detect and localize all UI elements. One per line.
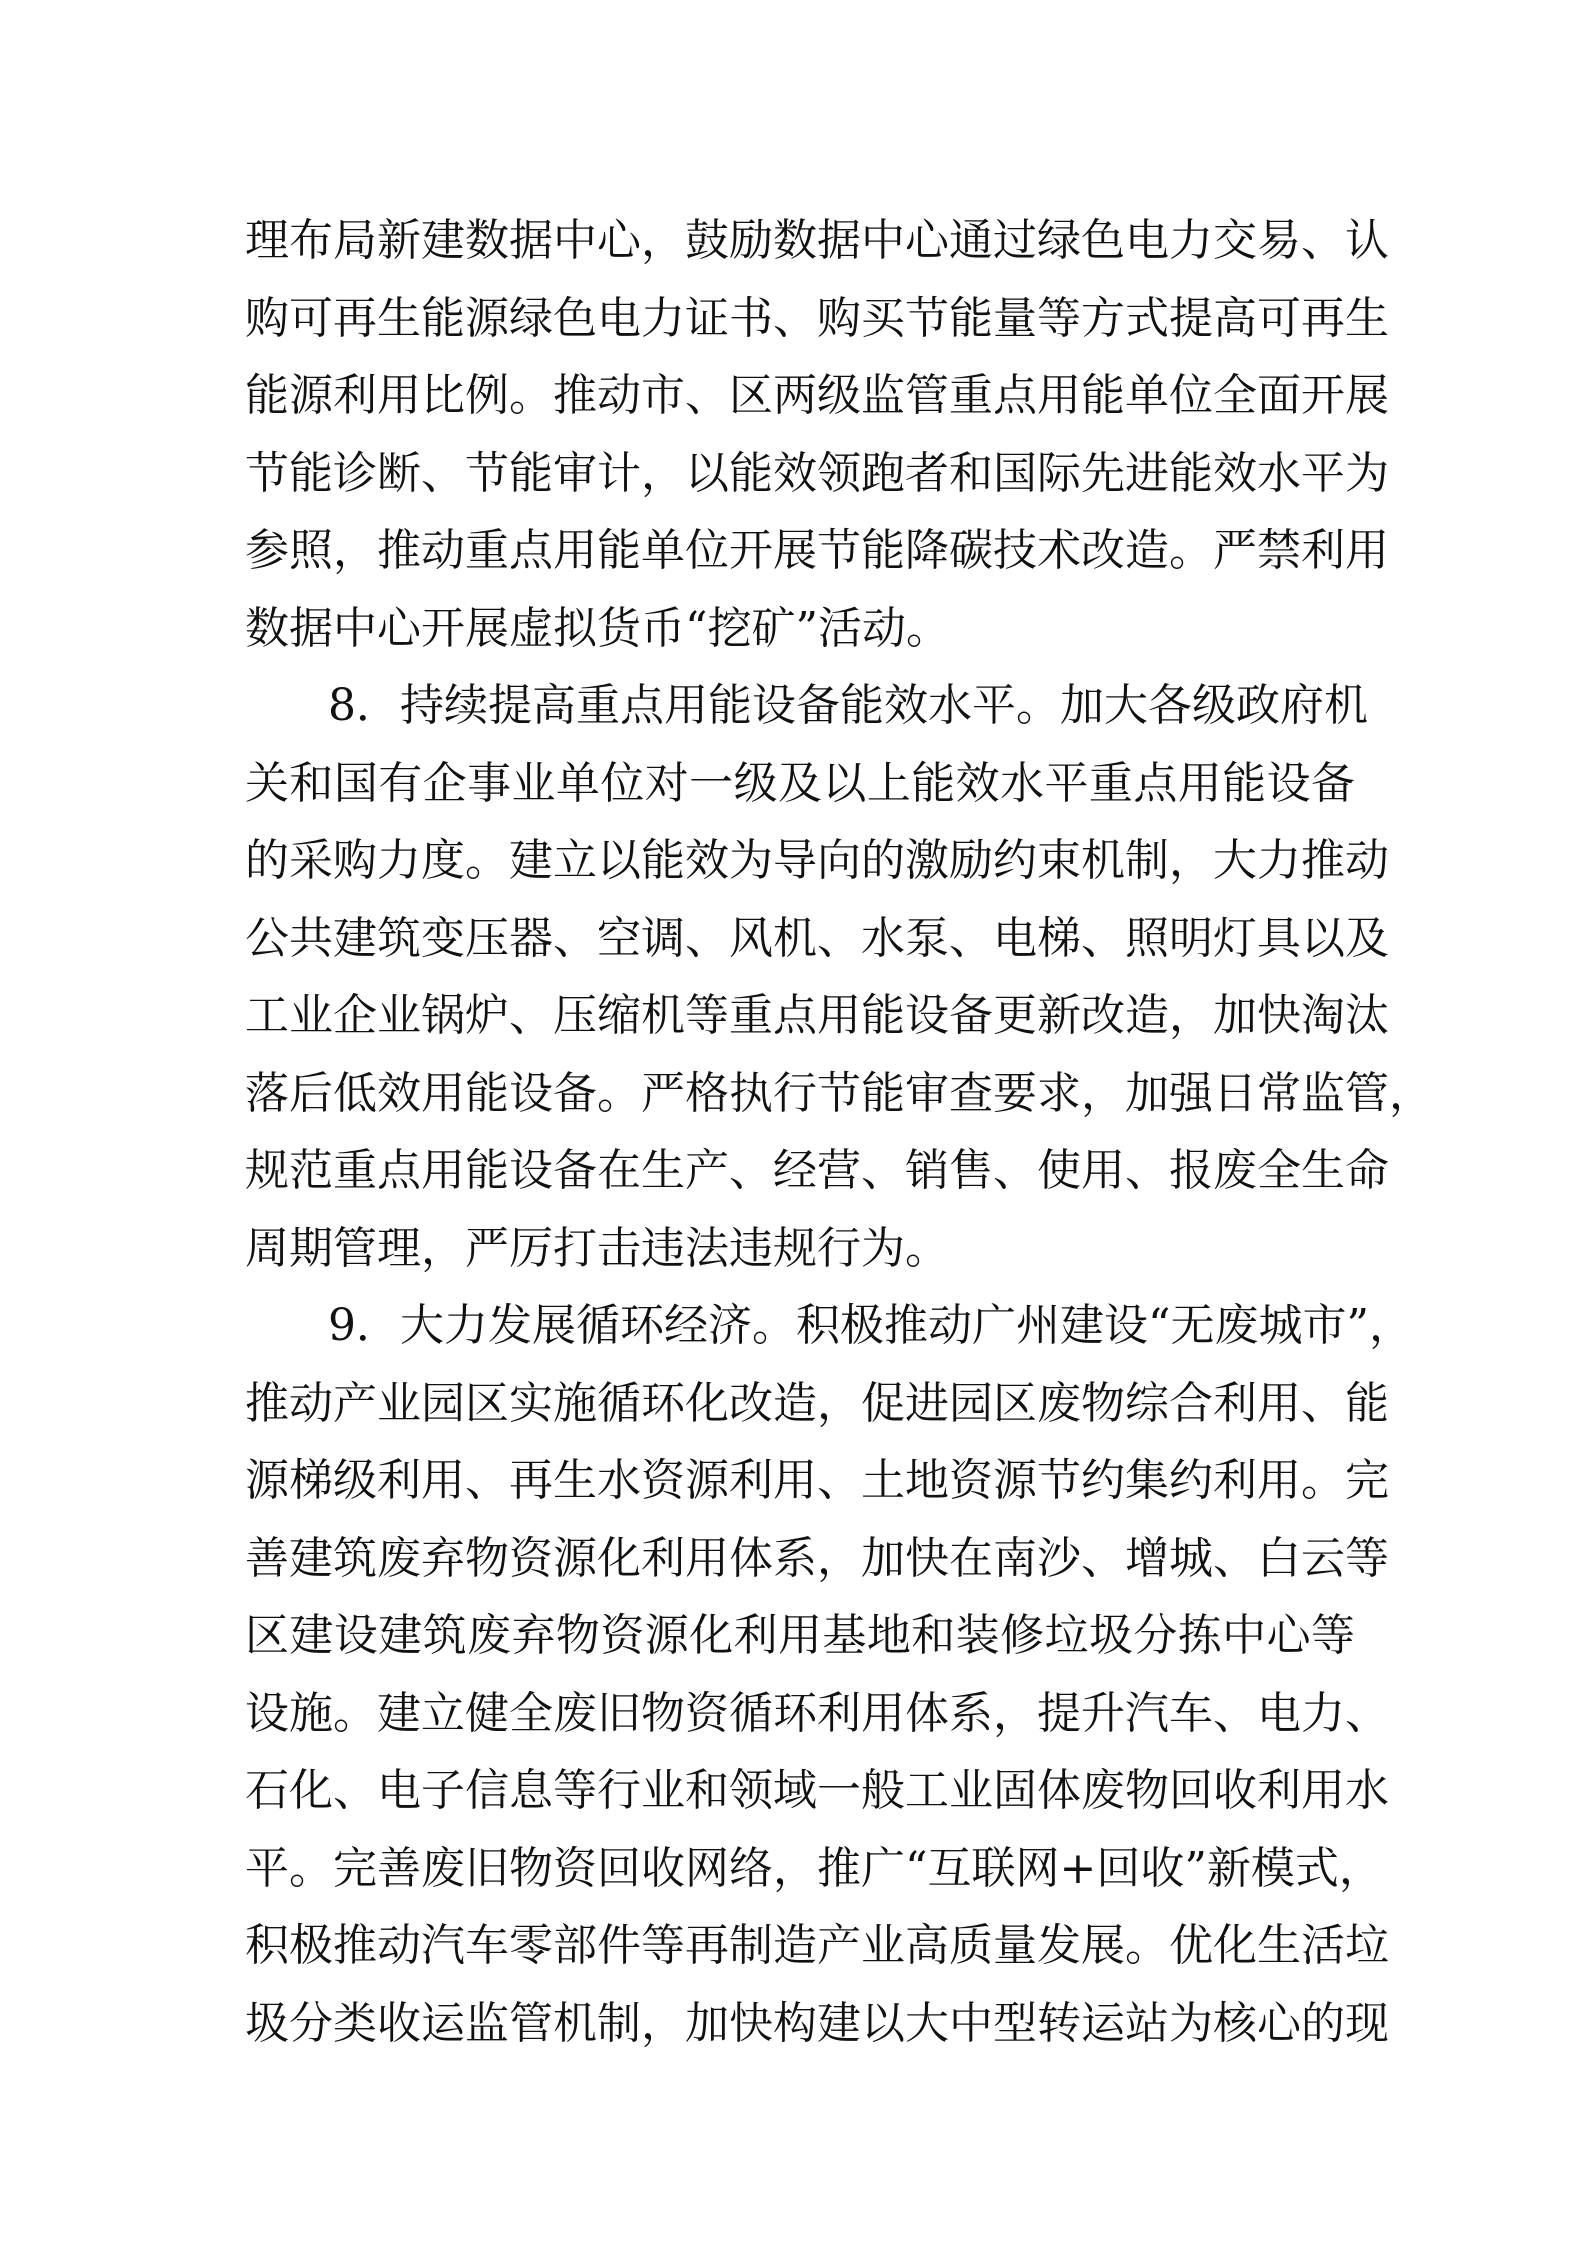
text-line: 推动产业园区实施循环化改造，促进园区废物综合利用、能 [245, 1377, 1389, 1429]
text-line: 理布局新建数据中心，鼓励数据中心通过绿色电力交易、认 [245, 215, 1389, 266]
text-line: 工业企业锅炉、压缩机等重点用能设备更新改造，加快淘汰 [245, 990, 1389, 1041]
text-line: 落后低效用能设备。严格执行节能审查要求，加强日常监管， [245, 1067, 1433, 1119]
text-line: 积极推动汽车零部件等再制造产业高质量发展。优化生活垃 [245, 1920, 1389, 1971]
text-line: 参照，推动重点用能单位开展节能降碳技术改造。严禁利用 [245, 525, 1389, 576]
text-line: 9．大力发展循环经济。积极推动广州建设“无废城市”， [328, 1300, 1413, 1351]
paragraph-item-9 [245, 1287, 1413, 2062]
text-line: 设施。建立健全废旧物资循环利用体系，提升汽车、电力、 [245, 1687, 1389, 1739]
text-line: 节能诊断、节能审计，以能效领跑者和国际先进能效水平为 [245, 447, 1389, 499]
text-line: 规范重点用能设备在生产、经营、销售、使用、报废全生命 [245, 1145, 1389, 1196]
text-line: 圾分类收运监管机制，加快构建以大中型转运站为核心的现 [245, 1997, 1389, 2049]
text-line: 数据中心开展虚拟货币“挖矿”活动。 [245, 602, 950, 654]
text-line: 关和国有企事业单位对一级及以上能效水平重点用能设备 [245, 757, 1355, 809]
text-line: 的采购力度。建立以能效为导向的激励约束机制，大力推动 [245, 835, 1389, 886]
text-line: 源梯级利用、再生水资源利用、土地资源节约集约利用。完 [245, 1455, 1389, 1506]
text-line: 能源利用比例。推动市、区两级监管重点用能单位全面开展 [245, 370, 1389, 421]
text-line: 公共建筑变压器、空调、风机、水泵、电梯、照明灯具以及 [245, 912, 1389, 964]
text-line: 善建筑废弃物资源化利用体系，加快在南沙、增城、白云等 [245, 1532, 1389, 1584]
text-line: 石化、电子信息等行业和领域一般工业固体废物回收利用水 [245, 1765, 1389, 1816]
text-line: 周期管理，严厉打击违法违规行为。 [245, 1222, 949, 1274]
text-line: 购可再生能源绿色电力证书、购买节能量等方式提高可再生 [245, 292, 1389, 344]
paragraph-energy-data-centers [245, 202, 1389, 667]
text-line: 平。完善废旧物资回收网络，推广“互联网+回收”新模式， [245, 1842, 1383, 1894]
text-line: 8．持续提高重点用能设备能效水平。加大各级政府机 [328, 680, 1368, 731]
paragraph-item-8 [245, 667, 1433, 1287]
text-line: 区建设建筑废弃物资源化利用基地和装修垃圾分拣中心等 [245, 1610, 1355, 1661]
body-text [245, 202, 1433, 2062]
